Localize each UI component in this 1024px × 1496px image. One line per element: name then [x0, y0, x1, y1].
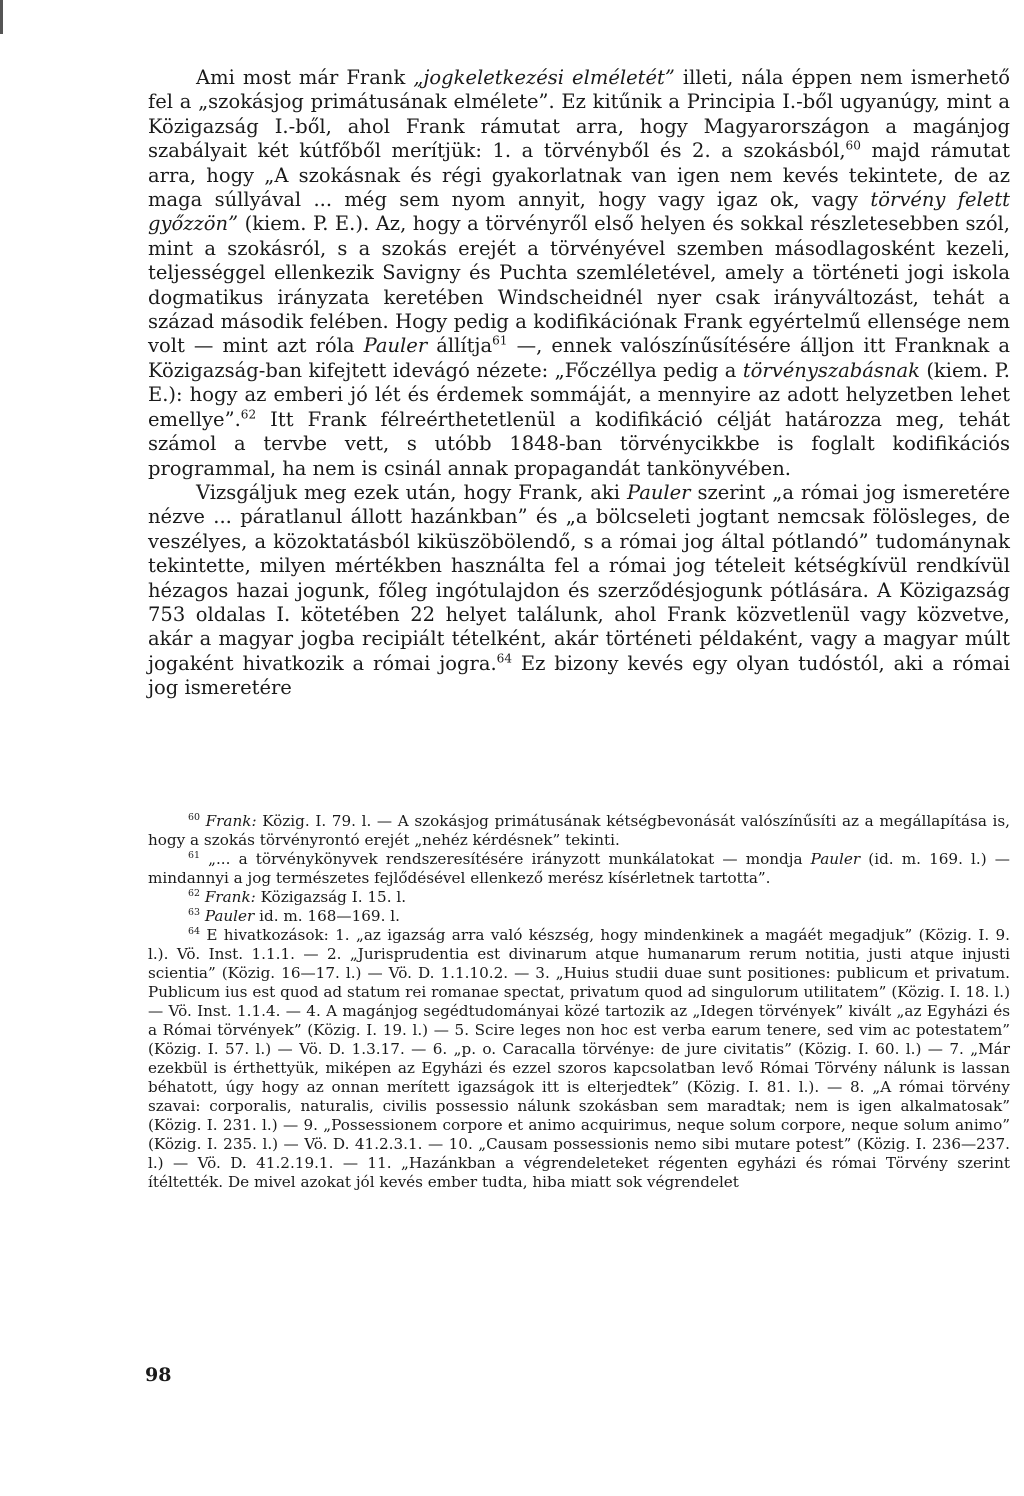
footnote-number: 60	[188, 811, 200, 823]
footnote-number: 64	[188, 925, 200, 937]
italic-phrase: „jogkeletkezési elméletét”	[413, 66, 675, 89]
main-text	[148, 66, 1010, 701]
footnote-64: $^{64}$ E hivatkozások: 1. „az igazság arra való készség, hogy mindenkinek a magáét megadjuk” (Közig. I. 9. l.). Vö. Inst. 1.1.1. — 2. „Jurisprudentia est divinarum atque humanarum rerum notitia, justi atque injusti scientia” (Közig. 16—17. l.) — Vö. D. 1.1.10.2. — 3. „Huius studii duae sunt positiones: publicum et privatum. Publicum ius est quod ad statum rei romanae spectat, privatum quod ad singulorum utilitatem” (Közig. I. 18. l.) — Vö. Inst. 1.1.4. — 4. A magánjog segédtudományai közé tartozik az „Idegen törvények” kivált „az Egyházi és a Római törvények” (Közig. I. 19. l.) — 5. Scire leges non hoc est verba earum tenere, sed vim ac potestatem” (Közig. I. 57. l.) — Vö. D. 1.3.17. — 6. „p. o. Caracalla törvénye: de jure civitatis” (Közig. I. 60. l.) — 7. „Már ezekbül is érthettyük, miképen az Egyházi és ezzel szoros kapcsolatban levő Római Törvény nálunk is lassan béhatott, úgy hogy az onnan merített igazságok itt is elterjedtek” (Közig. I. 81. l.). — 8. „A római törvény szavai: corporalis, naturalis, civilis possessio nálunk szokásban sem maradtak; nem is igen alkalmatosak” (Közig. I. 231. l.) — 9. „Possessionem corpore et animo acquirimus, neque solum corpore, neque solum animo” (Közig. I. 235. l.) — Vö. D. 41.2.3.1. — 10. „Causam possessionis nemo sibi mutare potest” (Közig. I. 236—237. l.) — Vö. D. 41.2.19.1. — 11. „Hazánkban a végrendeleteket régenten egyházi és római Törvény szerint ítéltették. De mivel azokat jól kevés ember tudta, hiba miatt sok végrendelet	[148, 925, 1010, 1191]
italic-phrase: törvényszabásnak	[742, 358, 920, 382]
page-number: 98	[145, 1364, 172, 1386]
footnote-62: $^{62}$ Frank: Közigazság I. 15. l.	[188, 887, 407, 906]
footnote-ref-61: 61	[492, 333, 508, 348]
footnote-ref-60: 60	[845, 138, 861, 153]
author-name: Pauler	[363, 334, 428, 358]
footnotes	[148, 812, 1010, 1192]
footnote-number: 62	[188, 887, 200, 899]
footnote-61: $^{61}$ „... a törvénykönyvek rendszeresítésére irányzott munkálatokat — mondja Pauler (id. m. 169. l.) — mindannyi a jog természetes fejlődésével ellenkező merész kísérletnek tartotta”.	[148, 849, 1010, 887]
footnote-ref-64: 64	[496, 651, 513, 666]
author-name: Pauler	[810, 850, 861, 868]
footnote-ref-62: 62	[240, 407, 257, 422]
paragraph-1: Ami most már Frank „jogkeletkezési elméletét” illeti, nála éppen nem ismerhető fel a „szokásjog primátusának elmélete”. Ez kitűnik a Principia I.-ből ugyanúgy, mint a Közigazság I.-ből, ahol Frank rámutat arra, hogy Magyarországon a magánjog szabályait két kútfőből merítjük: 1. a törvényből és 2. a szokásból,$^{60}$ majd rámutat arra, hogy „A szokásnak és régi gyakorlatnak van igen nem kevés tekintete, de az maga súllyával ... még sem nyom annyit, hogy vagy igaz ok, vagy törvény felett győzzön” (kiem. P. E.). Az, hogy a törvényről első helyen és sokkal részletesebben szól, mint a szokásról, s a szokás erejét a törvényével szemben másodlagosként kezeli, teljességgel ellenkezik Savigny és Puchta szemléletével, amely a történeti jogi iskola dogmatikus irányzata keretében Windscheidnél nyer csak irányváltozást, tehát a század második felében. Hogy pedig a kodifikációnak Frank egyértelmű ellensége nem volt — mint azt róla Pauler állítja$^{61}$ —, ennek valószínűsítésére álljon itt Franknak a Közigazság-ban kifejtett idevágó nézete: „Főczéllya pedig a törvényszabásnak (kiem. P. E.): hogy az emberi jó lét és érdemek sommáját, a mennyire az adott helyzetben lehet emellye”.$^{62}$ Itt Frank félreérthetetlenül a kodifikáció célját határozza meg, tehát számol a tervbe vett, s utóbb 1848-ban törvénycikkbe is foglalt kodifikációs programmal, ha nem is csinál annak propagandát tankönyvében.	[148, 66, 1011, 480]
author-name: Pauler	[204, 907, 255, 925]
scan-edge-mark	[0, 0, 3, 34]
italic-phrase: törvény felett győzzön”	[148, 188, 1011, 236]
author-name: Pauler	[626, 480, 691, 504]
footnote-63: $^{63}$ Pauler id. m. 168—169. l.	[188, 906, 400, 925]
author-name: Frank:	[204, 888, 256, 906]
footnote-60: $^{60}$ Frank: Közig. I. 79. l. — A szokásjog primátusának kétségbevonását valószínűsíti az a megállapítása is, hogy a szokás törvényrontó erejét „nehéz kérdésnek” tekinti.	[148, 811, 1010, 849]
footnote-number: 61	[188, 849, 200, 861]
paragraph-2: Vizsgáljuk meg ezek után, hogy Frank, aki Pauler szerint „a római jog ismeretére nézve ... páratlanul állott hazánkban” és „a bölcseleti jogtant nemcsak fölösleges, de veszélyes, a közoktatásból kiküszöbölendő, s a római jog által pótlandó” tudománynak tekintette, milyen mértékben használta fel a római jog tételeit kétségkívül rendkívül hézagos hazai jogunk, főleg ingótulajdon és szerződésjogunk pótlására. A Közigazság 753 oldalas I. kötetében 22 helyet találunk, ahol Frank közvetlenül vagy közvetve, akár a magyar jogba recipiált tételként, akár történeti példaként, vagy a magyar múlt jogaként hivatkozik a római jogra.$^{64}$ Ez bizony kevés egy olyan tudóstól, aki a római jog ismeretére	[148, 480, 1011, 700]
footnote-number: 63	[188, 906, 200, 918]
author-name: Frank:	[205, 812, 257, 830]
